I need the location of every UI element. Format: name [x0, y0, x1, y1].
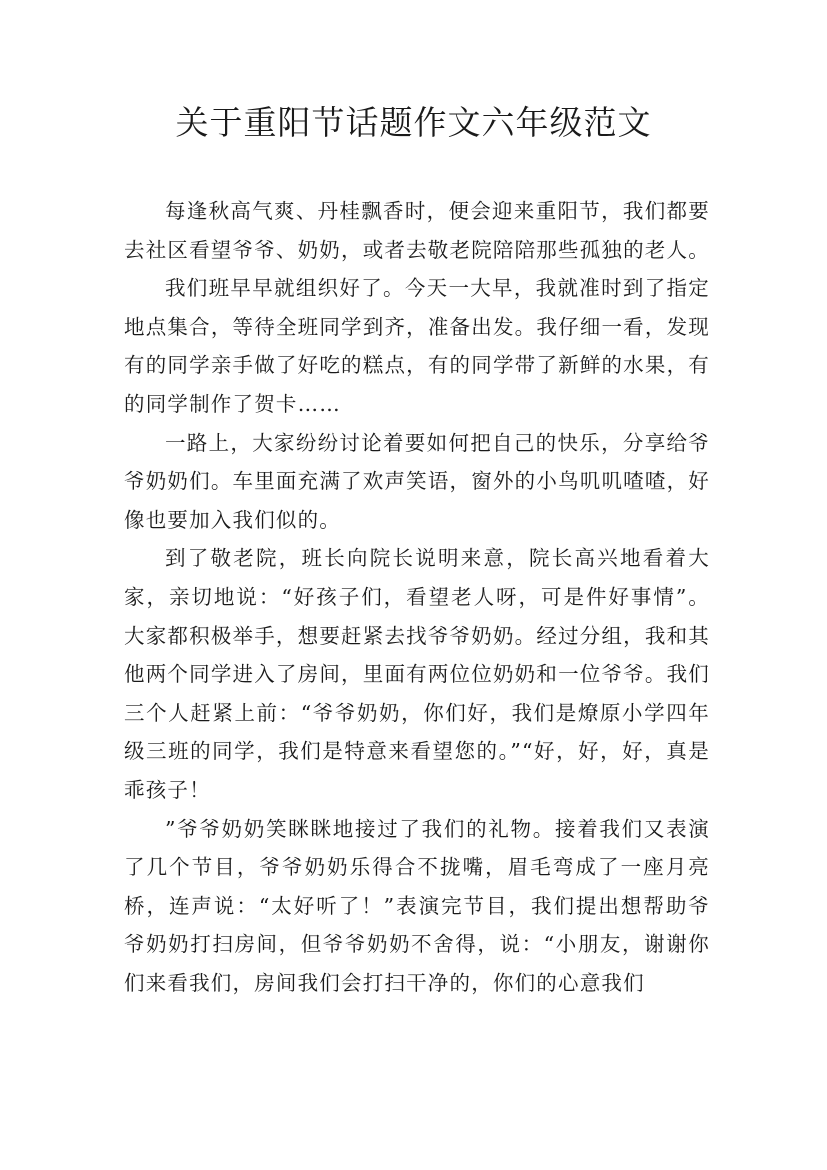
paragraph-5: ”爷爷奶奶笑眯眯地接过了我们的礼物。接着我们又表演了几个节目，爷爷奶奶乐得合不拢嘴，眉毛弯成了一座月亮桥，连声说：“太好听了！”表演完节目，我们提出想帮助爷爷奶奶打扫房间，但爷爷奶奶不舍得，说：“小朋友，谢谢你们来看我们，房间我们会打扫干净的，你们的心意我们 [124, 816, 710, 995]
document-body [124, 192, 710, 1002]
paragraph-3: 一路上，大家纷纷讨论着要如何把自己的快乐，分享给爷爷奶奶们。车里面充满了欢声笑语，窗外的小鸟叽叽喳喳，好像也要加入我们似的。 [124, 430, 710, 532]
paragraph-2: 我们班早早就组织好了。今天一大早，我就准时到了指定地点集合，等待全班同学到齐，准备出发。我仔细一看，发现有的同学亲手做了好吃的糕点，有的同学带了新鲜的水果，有的同学制作了贺卡…… [124, 276, 710, 416]
document-title: 关于重阳节话题作文六年级范文 [175, 103, 652, 142]
paragraph-1: 每逢秋高气爽、丹桂飘香时，便会迎来重阳节，我们都要去社区看望爷爷、奶奶，或者去敬老院陪陪那些孤独的老人。 [124, 199, 710, 262]
paragraph-4: 到了敬老院，班长向院长说明来意，院长高兴地看着大家，亲切地说：“好孩子们，看望老人呀，可是件好事情”。大家都积极举手，想要赶紧去找爷爷奶奶。经过分组，我和其他两个同学进入了房间，里面有两位位奶奶和一位爷爷。我们三个人赶紧上前：“爷爷奶奶，你们好，我们是燎原小学四年级三班的同学，我们是特意来看望您的。”“好，好，好，真是乖孩子！ [124, 546, 710, 802]
